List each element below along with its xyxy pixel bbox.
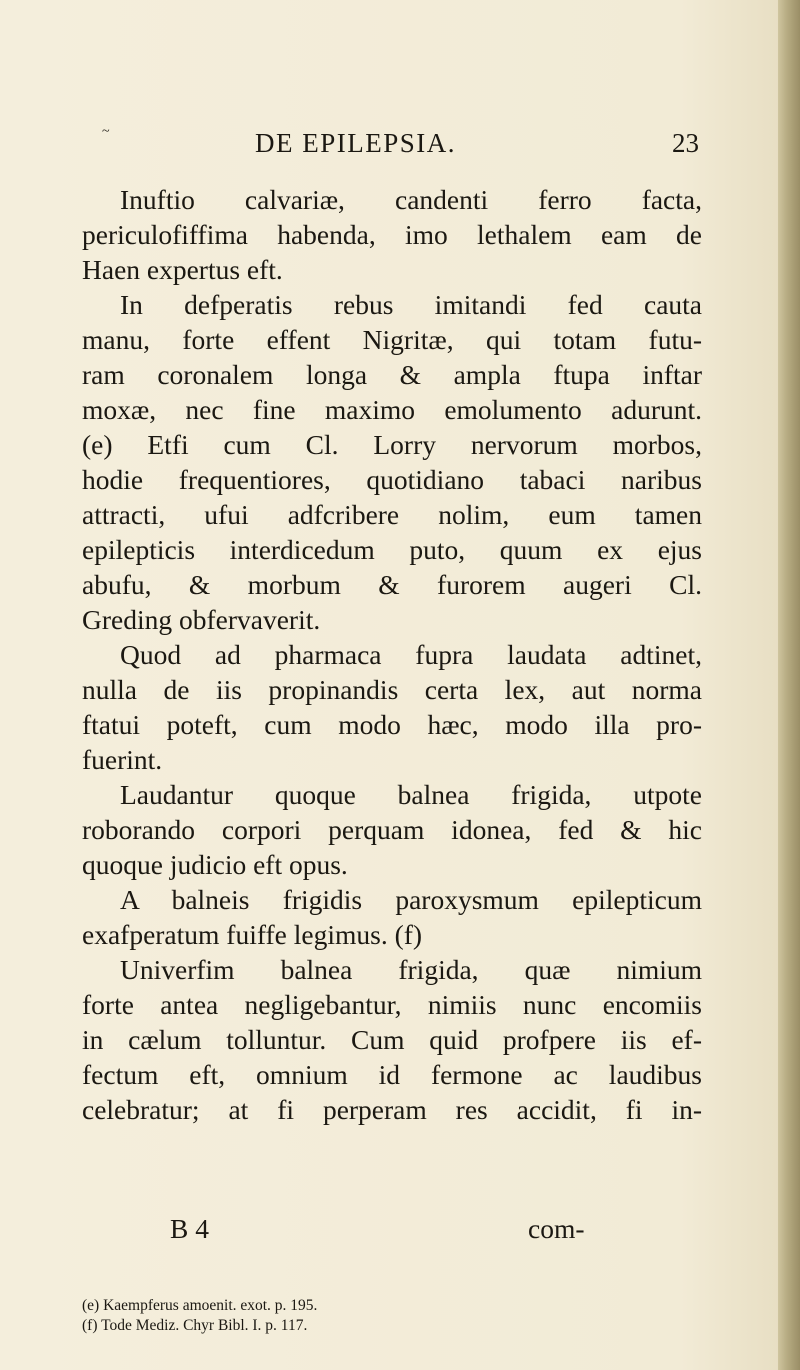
text-line: (e) Etfi cum Cl. Lorry nervorum morbos,	[82, 429, 702, 460]
text-line: hodie frequentiores, quotidiano tabaci naribus	[82, 464, 702, 495]
text-line: exafperatum fuiffe legimus. (f)	[82, 919, 423, 950]
footnote: (e) Kaempferus amoenit. exot. p. 195.	[82, 1297, 318, 1314]
text-line: celebratur; at fi perperam res accidit, fi in-	[82, 1094, 702, 1125]
text-line: fectum eft, omnium id fermone ac laudibus	[82, 1059, 702, 1090]
text-line: periculofiffima habenda, imo lethalem eam de	[82, 219, 702, 250]
running-title: DE EPILEPSIA.	[255, 128, 456, 158]
text-line: epilepticis interdicedum puto, quum ex ejus	[82, 534, 702, 565]
text-line: A balneis frigidis paroxysmum epilepticum	[120, 884, 702, 915]
text-line: Laudantur quoque balnea frigida, utpote	[120, 779, 702, 810]
signature-line	[82, 1213, 702, 1249]
page-gutter-edge	[778, 0, 800, 1370]
page-number: 23	[672, 128, 699, 158]
catchword: com-	[528, 1213, 585, 1244]
text-line: nulla de iis propinandis certa lex, aut norma	[82, 674, 702, 705]
text-line: manu, forte effent Nigritæ, qui totam futu-	[82, 324, 702, 355]
text-line: moxæ, nec fine maximo emolumento adurunt.	[82, 394, 702, 425]
footnotes	[82, 1296, 702, 1336]
text-line: ram coronalem longa & ampla ftupa inftar	[82, 359, 702, 390]
text-line: Greding obfervaverit.	[82, 604, 321, 635]
text-line: forte antea negligebantur, nimiis nunc encomiis	[82, 989, 702, 1020]
text-line: in cælum tolluntur. Cum quid profpere iis ef-	[82, 1024, 702, 1055]
text-line: In defperatis rebus imitandi fed cauta	[120, 289, 702, 320]
text-line: abufu, & morbum & furorem augeri Cl.	[82, 569, 702, 600]
body-text	[82, 182, 702, 1127]
text-line: quoque judicio eft opus.	[82, 849, 348, 880]
text-line: ftatui poteft, cum modo hæc, modo illa pro-	[82, 709, 702, 740]
text-line: Univerfim balnea frigida, quæ nimium	[120, 954, 702, 985]
text-line: fuerint.	[82, 744, 163, 775]
text-line: Inuftio calvariæ, candenti ferro facta,	[120, 184, 702, 215]
running-header	[90, 124, 730, 168]
text-line: attracti, ufui adfcribere nolim, eum tamen	[82, 499, 702, 530]
signature-mark: B 4	[170, 1213, 209, 1244]
text-line: Quod ad pharmaca fupra laudata adtinet,	[120, 639, 702, 670]
footnote: (f) Tode Mediz. Chyr Bibl. I. p. 117.	[82, 1317, 308, 1334]
header-mark: ~	[102, 124, 110, 139]
text-line: roborando corpori perquam idonea, fed & hic	[82, 814, 702, 845]
text-line: Haen expertus eft.	[82, 254, 283, 285]
